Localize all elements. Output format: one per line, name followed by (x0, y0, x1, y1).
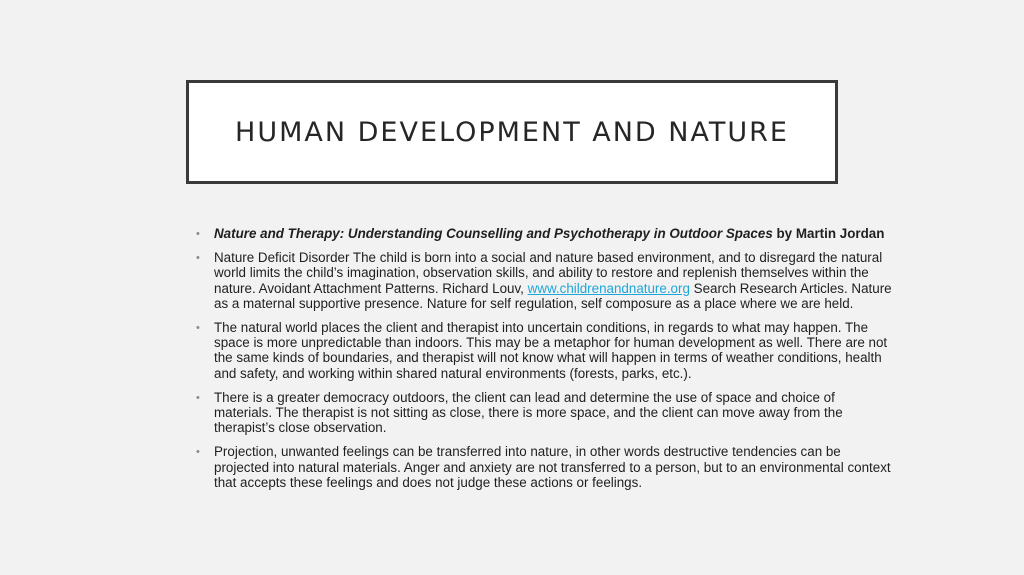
bullet-dot-icon: • (196, 252, 200, 265)
title-box (186, 80, 838, 184)
bullet-dot-icon: • (196, 322, 200, 335)
bullet-item-nature-deficit (196, 250, 896, 311)
bullet-dot-icon: • (196, 228, 200, 240)
book-author: by Martin Jordan (772, 226, 885, 241)
bullet-text: Projection, unwanted feelings can be transferred into nature, in other words destructive tendencies can be projected into natural materials. Anger and anxiety are not transferred to a person, but to an environmental context that accepts these feelings and does not judge these actions or feelings. (214, 444, 891, 490)
bullet-item-projection (196, 444, 896, 490)
bullet-text: There is a greater democracy outdoors, the client can lead and determine the use of space and choice of materials. The therapist is not sitting as close, there is more space, and the client can move away from the therapist’s close observation. (214, 389, 843, 436)
slide-title: HUMAN DEVELOPMENT AND NATURE (235, 116, 789, 148)
bullet-text: Nature Deficit Disorder The child is born into a social and nature based environment, and to disregard the natural world limits the child’s imagination, observation skills, and ability to restore and replenish themselves within the nature. Avoidant Attachment Patterns. Richard Louv, (214, 250, 883, 296)
bullet-dot-icon: • (196, 391, 200, 404)
bullet-dot-icon: • (196, 446, 200, 459)
bullet-item-book (196, 226, 896, 241)
bullet-list (196, 226, 896, 499)
bullet-text: The natural world places the client and therapist into uncertain conditions, in regards to what may happen. The space is more unpredictable than indoors. This may be a metaphor for human development as well. There are not the same kinds of boundaries, and therapist will not know what will happen in terms of weather conditions, health and safety, and working within shared natural environments (forests, parks, etc.). (214, 320, 888, 381)
book-title: Nature and Therapy: Understanding Counselling and Psychotherapy in Outdoor Spaces (214, 226, 773, 241)
bullet-item-democracy (196, 390, 896, 436)
bullet-text: Search Research Articles. Nature as a maternal supportive presence. Nature for self regulation, self composure as a place where we are held. (214, 280, 892, 311)
children-and-nature-link[interactable]: www.childrenandnature.org (527, 280, 690, 296)
bullet-item-uncertain-conditions (196, 320, 896, 381)
